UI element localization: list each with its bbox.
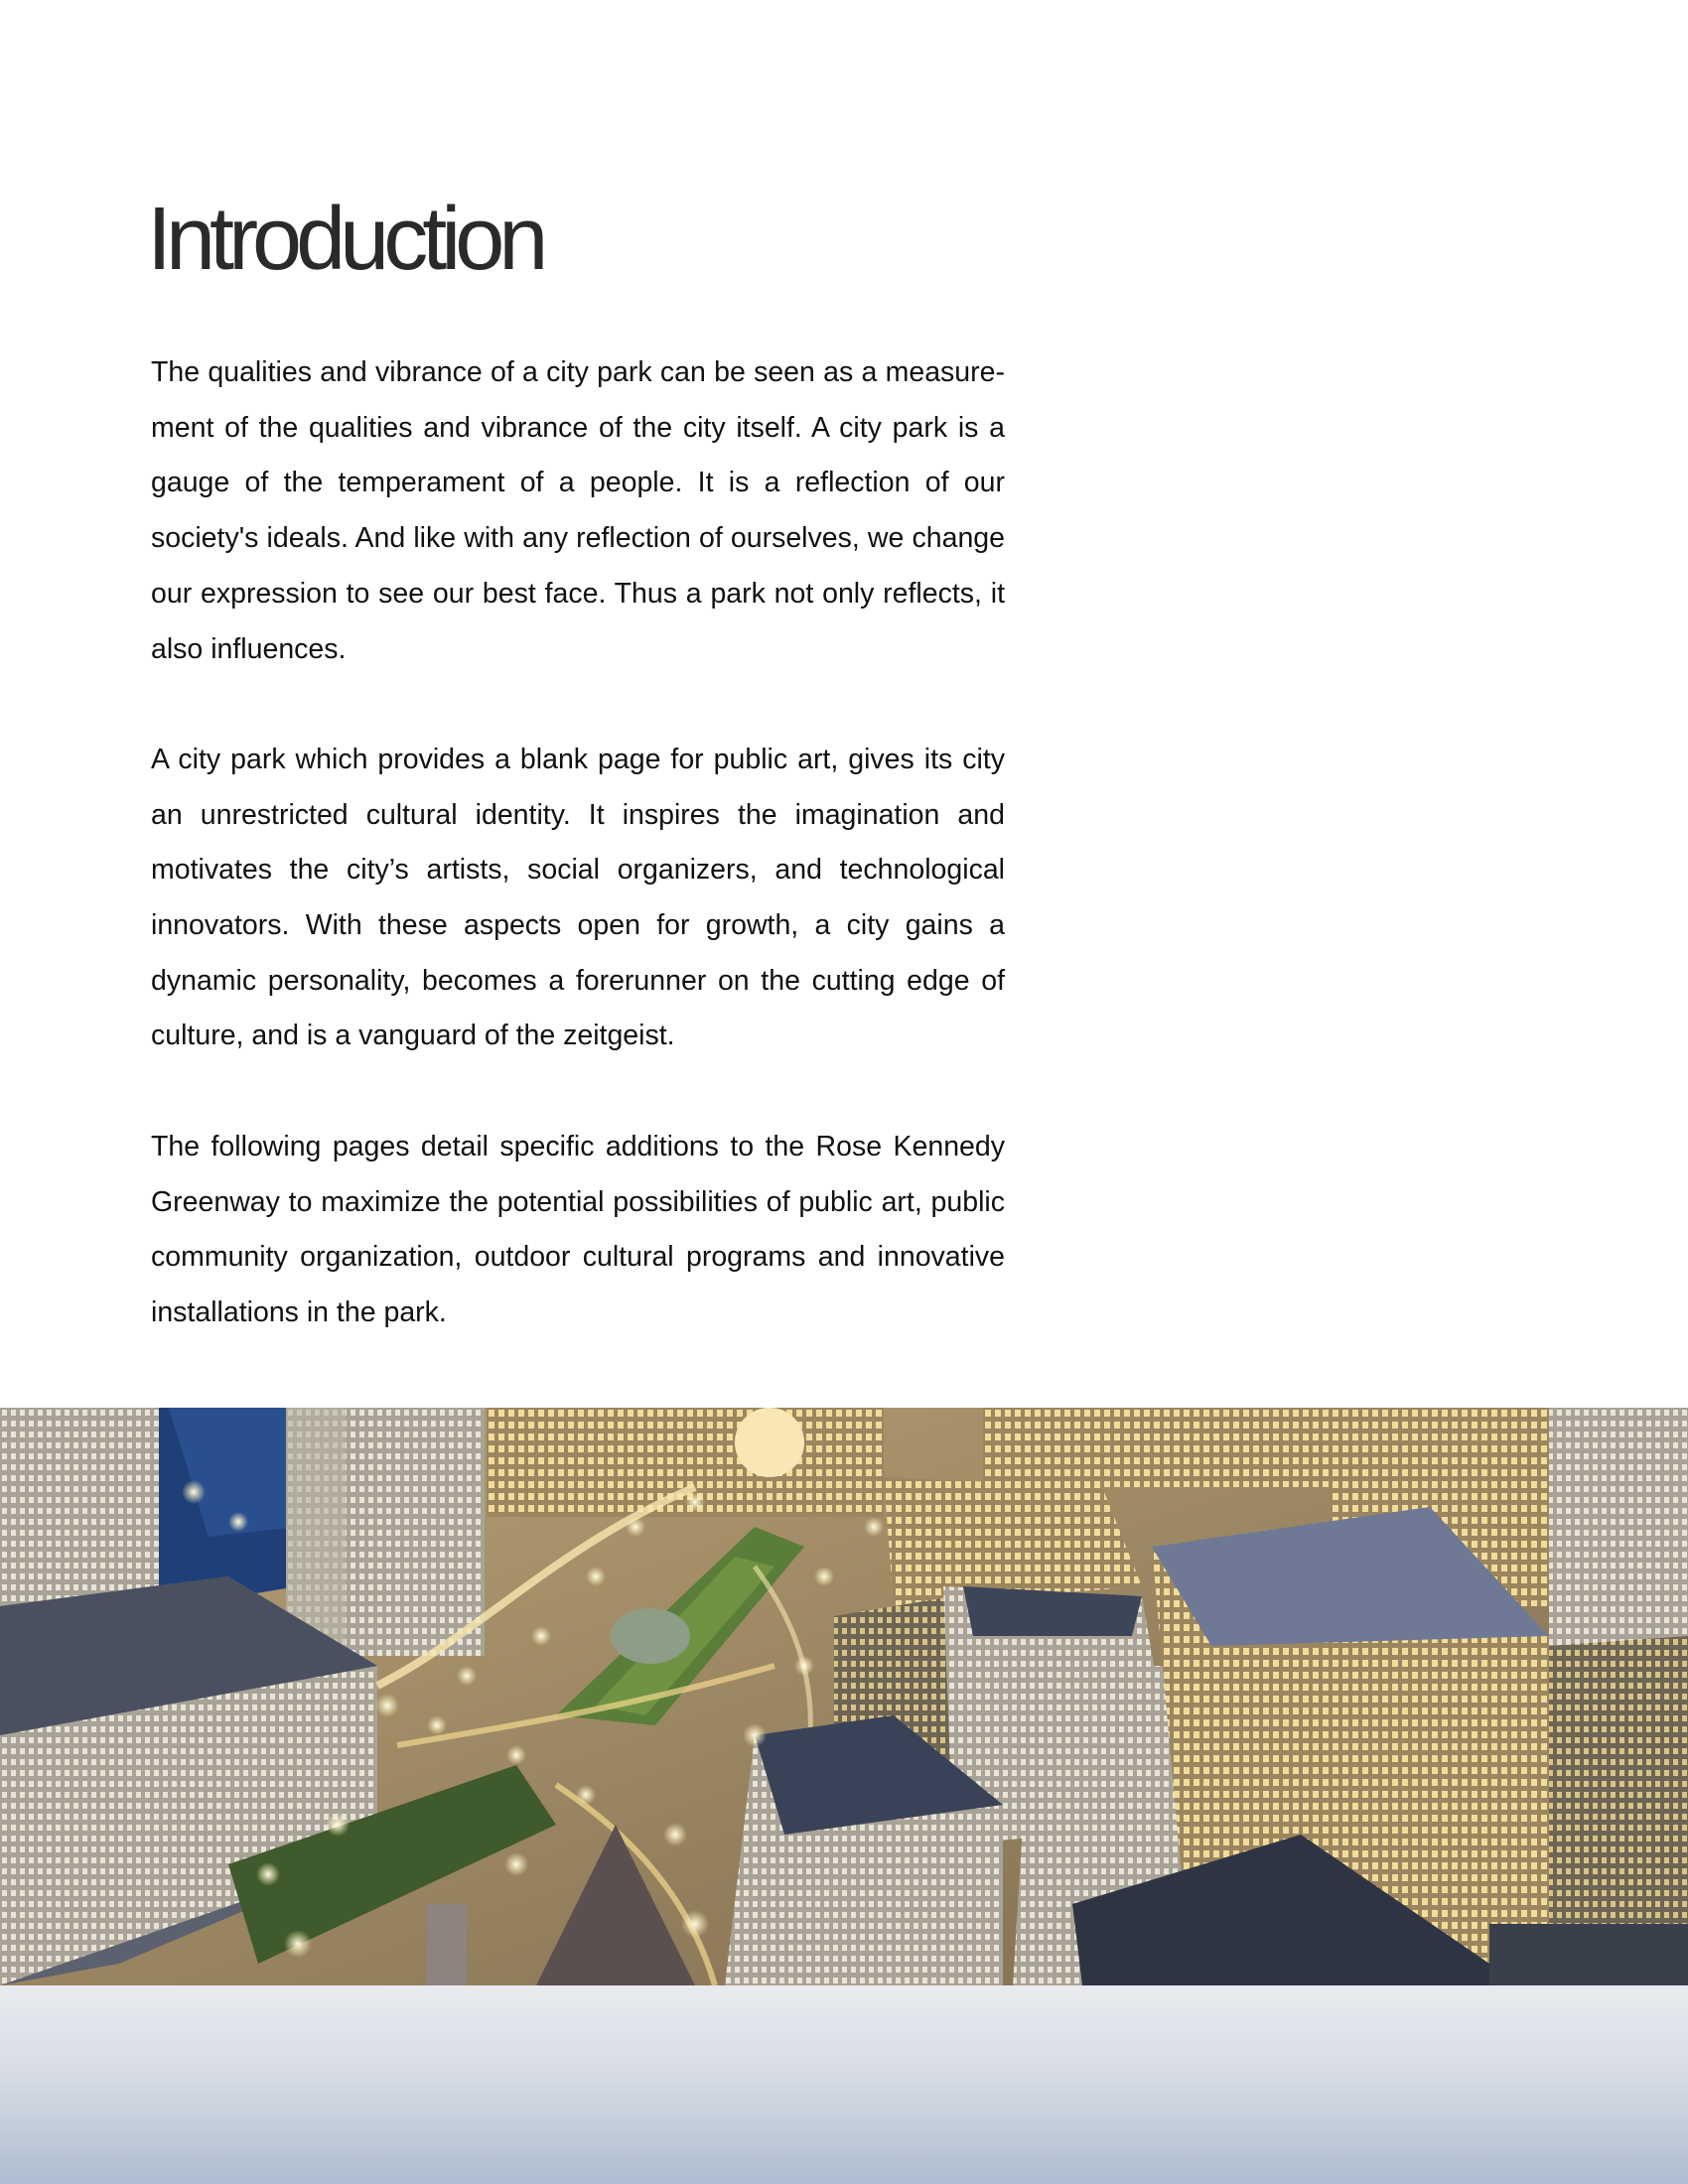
page-title: Introduction <box>147 190 543 289</box>
aerial-city-photo <box>0 1408 1688 1985</box>
body-text <box>151 345 1005 1396</box>
paragraph-3: The following pages detail specific additions to the Rose Kennedy Greenway to maximize the potential possibilities of public art, public community organization, outdoor cultural programs and innovative installations in the park. <box>151 1130 1005 1328</box>
bottom-gradient-band <box>0 1985 1688 2184</box>
paragraph-2: A city park which provides a blank page for public art, gives its city an unrestricted cultural identity. It inspires the imagination and motivates the city’s artists, social organizers, and technological innovators. With these aspects open for growth, a city gains a dynamic personality, becomes a forerunner on the cutting edge of culture, and is a vanguard of the zeitgeist. <box>151 743 1005 1052</box>
paragraph-1: The qualities and vibrance of a city park can be seen as a measure-ment of the qualities and vibrance of the city itself. A city park is a gauge of the temperament of a people. It is a reflection of our society's ideals. And like with any reflection of ourselves, we change our expression to see our best face. Thus a park not only reflects, it also influences. <box>151 356 1005 665</box>
